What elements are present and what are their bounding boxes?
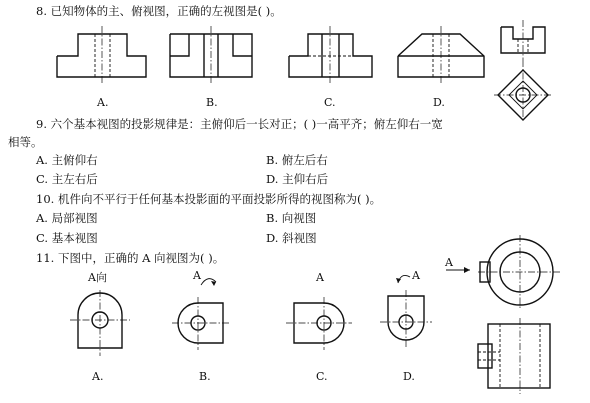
- q9-stem-line2: 相等。: [8, 135, 43, 149]
- q8-option-d-label[interactable]: D.: [433, 96, 445, 109]
- q11-option-d-label[interactable]: D.: [403, 370, 415, 383]
- q11-view-label-c: A: [316, 271, 324, 284]
- q11-option-c-label[interactable]: C.: [316, 370, 328, 383]
- q11-view-label-b: A: [193, 269, 201, 282]
- q8-stem: 8. 已知物体的主、俯视图，正确的左视图是( )。: [36, 4, 282, 18]
- q11-figure-a: [70, 290, 130, 356]
- q9-option-a[interactable]: A. 主俯仰右: [36, 153, 98, 167]
- q11-stem: 11. 下图中，正确的 A 向视图为( )。: [36, 251, 225, 265]
- q8-option-c-label[interactable]: C.: [324, 96, 336, 109]
- q11-view-label-d: A: [412, 269, 420, 282]
- q11-option-a-label[interactable]: A.: [92, 370, 104, 383]
- q11-figure-d: [380, 275, 432, 348]
- q11-view-label-a: A向: [88, 271, 107, 284]
- q9-option-c[interactable]: C. 主左右后: [36, 172, 98, 186]
- q9-option-d[interactable]: D. 主仰右后: [266, 172, 329, 186]
- q8-option-b-label[interactable]: B.: [206, 96, 218, 109]
- q11-figure-c: [286, 297, 352, 350]
- q9-option-b[interactable]: B. 俯左后右: [266, 153, 328, 167]
- q11-given-front-view: [478, 318, 550, 394]
- q11-figure-b: [172, 279, 230, 350]
- q11-given-top-view: [446, 235, 562, 310]
- q10-option-a[interactable]: A. 局部视图: [36, 211, 98, 225]
- q11-given-view-label: A: [445, 256, 453, 269]
- q9-stem-line1: 9. 六个基本视图的投影规律是：主俯仰后一长对正；( )一高平齐；俯左仰右一宽: [36, 117, 443, 131]
- q10-stem: 10. 机件向不平行于任何基本投影面的平面投影所得的视图称为( )。: [36, 192, 382, 206]
- q11-option-b-label[interactable]: B.: [199, 370, 211, 383]
- q10-option-b[interactable]: B. 向视图: [266, 211, 317, 225]
- q10-option-d[interactable]: D. 斜视图: [266, 231, 317, 245]
- q8-option-a-label[interactable]: A.: [97, 96, 109, 109]
- q10-option-c[interactable]: C. 基本视图: [36, 231, 98, 245]
